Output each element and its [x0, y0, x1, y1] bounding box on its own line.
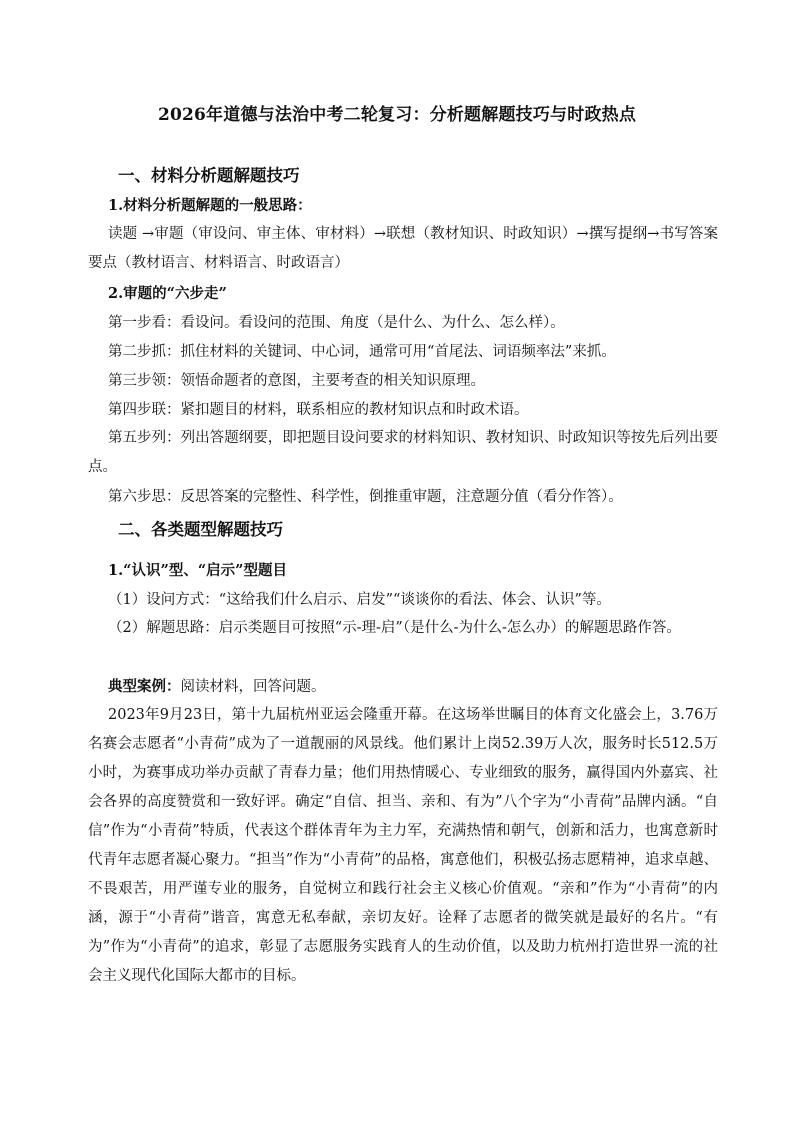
typical-case-text: 阅读材料，回答问题。 [180, 679, 326, 695]
section-1-sub-2-heading: 2.审题的“六步走” [108, 285, 227, 302]
typical-case-line [108, 677, 326, 697]
question-format-item: （1）设问方式：“这给我们什么启示、启发”“谈谈你的看法、体会、认识”等。 [108, 592, 611, 608]
step-2: 第二步抓：抓住材料的关键词、中心词，通常可用“首尾法、词语频率法”来抓。 [108, 344, 616, 360]
step-1: 第一步看：看设问。看设问的范围、角度（是什么、为什么、怎么样）。 [108, 315, 565, 331]
section-2-sub-1-heading: 1.“认识”型、“启示”型题目 [108, 562, 287, 579]
section-1-heading: 一、材料分析题解题技巧 [118, 166, 300, 185]
case-material-paragraph: 2023年9月23日，第十九届杭州亚运会隆重开幕。在这场举世瞩目的体育文化盛会上，3.76万名赛会志愿者“小青荷”成为了一道靓丽的风景线。他们累计上岗52.39万人次，服务时长512.5万小时，为赛事成功举办贡献了青春力量；他们用热情暖心、专业细致的服务，赢得国内外嘉宾、社会各界的高度赞赏和一致好评。确定“自信、担当、亲和、有为”八个字为“小青荷”品牌内涵。“自信”作为“小青荷”特质，代表这个群体青年为主力军，充满热情和朝气，创新和活力，也寓意新时代青年志愿者凝心聚力。“担当”作为“小青荷”的品格，寓意他们，积极弘扬志愿精神，追求卓越、不畏艰苦，用严谨专业的服务，自觉树立和践行社会主义核心价值观。“亲和”作为“小青荷”的内涵，源于“小青荷”谐音，寓意无私奉献，亲切友好。诠释了志愿者的微笑就是最好的名片。“有为”作为“小青荷”的追求，彰显了志愿服务实践育人的生动价值，以及助力杭州打造世界一流的社会主义现代化国际大都市的目标。 [88, 707, 718, 984]
step-3: 第三步领：领悟命题者的意图，主要考查的相关知识原理。 [108, 373, 485, 389]
step-5: 第五步列：列出答题纲要，即把题目设问要求的材料知识、教材知识、时政知识等按先后列出要点。 [88, 430, 718, 475]
solution-approach-item: （2）解题思路：启示类题目可按照“示-理-启”（是什么-为什么-怎么办）的解题思路作答。 [108, 620, 681, 636]
step-6: 第六步思：反思答案的完整性、科学性，倒推重审题，注意题分值（看分作答）。 [108, 489, 623, 505]
step-4: 第四步联：紧扣题目的材料，联系相应的教材知识点和时政术语。 [108, 402, 529, 418]
document-title: 2026年道德与法治中考二轮复习：分析题解题技巧与时政热点 [157, 105, 637, 125]
typical-case-label: 典型案例： [108, 678, 181, 695]
section-1-sub-1-heading: 1.材料分析题解题的一般思路： [108, 197, 312, 214]
section-2-heading: 二、各类题型解题技巧 [118, 520, 283, 539]
general-approach-text: 读题 →审题（审设问、审主体、审材料）→联想（教材知识、时政知识）→撰写提纲→书写答案要点（教材语言、材料语言、时政语言） [88, 226, 718, 271]
